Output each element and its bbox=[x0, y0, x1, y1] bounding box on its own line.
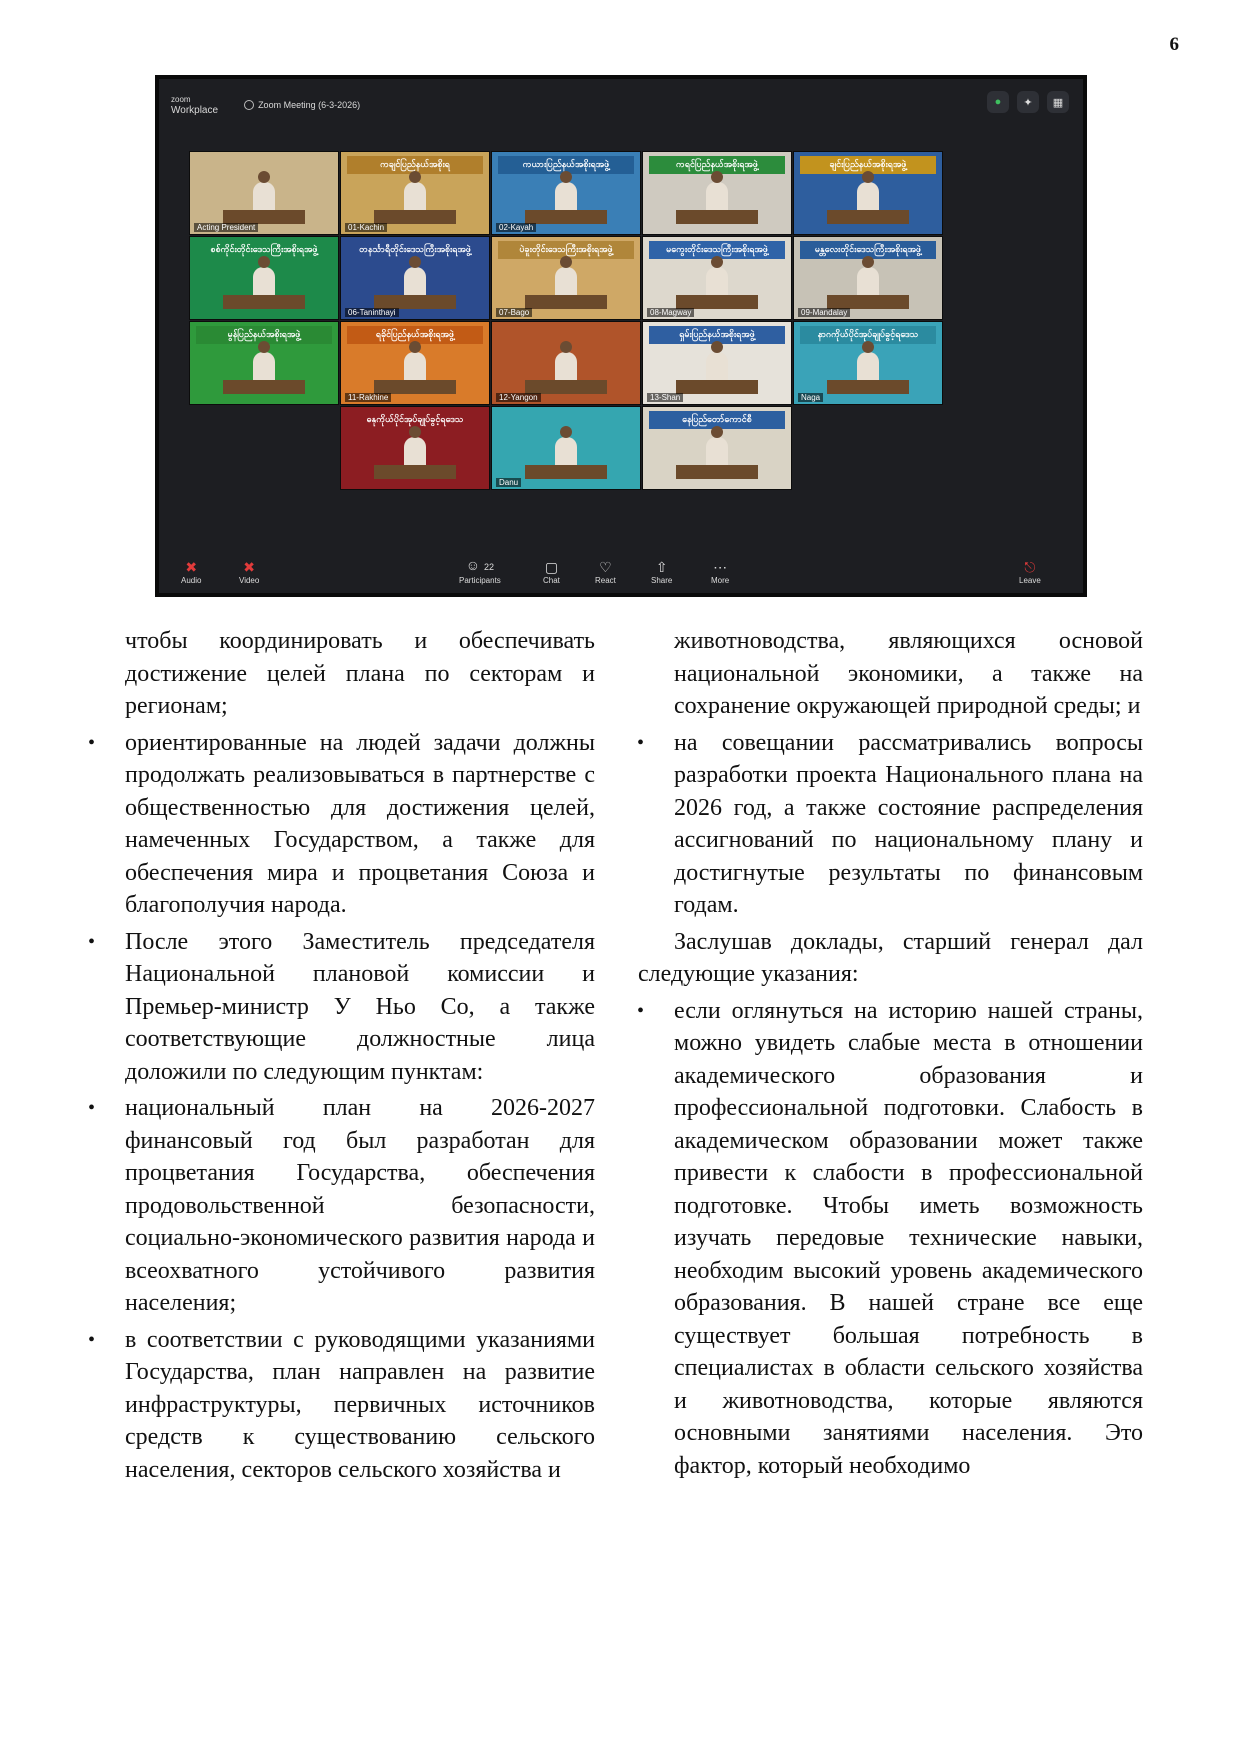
leave-button bbox=[1019, 558, 1041, 585]
tile-name-tag: Acting President bbox=[194, 223, 258, 232]
more-icon: ⋯ bbox=[713, 559, 728, 575]
video-tile bbox=[793, 151, 943, 235]
participants-icon: ☺ 22 bbox=[465, 557, 494, 573]
desk bbox=[223, 295, 306, 309]
left-bullet bbox=[88, 1092, 595, 1320]
desk bbox=[223, 210, 306, 224]
tile-banner: မွန်ပြည်နယ်အစိုးရအဖွဲ့ bbox=[196, 326, 332, 344]
react-button bbox=[595, 558, 616, 585]
video-tile bbox=[491, 236, 641, 320]
share-label: Share bbox=[651, 576, 673, 585]
zoom-logo bbox=[171, 94, 218, 116]
meeting-toolbar bbox=[159, 545, 1083, 593]
participant-figure bbox=[857, 352, 879, 382]
tile-banner: ကချင်ပြည်နယ်အစိုးရ bbox=[347, 156, 483, 174]
left-bullet bbox=[88, 727, 595, 922]
right-continuation: животноводства, являющихся основой национальной экономики, а также на сохранение окружающей природной среды; и bbox=[674, 628, 1143, 719]
desk bbox=[827, 380, 910, 394]
desk bbox=[374, 380, 457, 394]
bullet-icon: • bbox=[88, 731, 96, 754]
desk bbox=[374, 210, 457, 224]
video-tile bbox=[189, 151, 339, 235]
participant-figure bbox=[706, 437, 728, 467]
tile-banner: မကွေးတိုင်းဒေသကြီးအစိုးရအဖွဲ့ bbox=[649, 241, 785, 259]
react-label: React bbox=[595, 576, 616, 585]
tile-name-tag: Danu bbox=[496, 478, 521, 487]
bullet-icon: • bbox=[88, 930, 96, 953]
zoom-title-bar bbox=[159, 79, 1083, 131]
audio-label: Audio bbox=[181, 576, 202, 585]
zoom-workplace-text: Workplace bbox=[171, 105, 219, 116]
heart-icon: ♡ bbox=[599, 559, 612, 575]
tile-banner: ချင်းပြည်နယ်အစိုးရအဖွဲ့ bbox=[800, 156, 936, 174]
tile-banner: တနင်္သာရီတိုင်းဒေသကြီးအစိုးရအဖွဲ့ bbox=[347, 241, 483, 259]
tile-name-tag: 09-Mandalay bbox=[798, 308, 850, 317]
participants-button bbox=[459, 556, 501, 585]
tile-banner: ကရင်ပြည်နယ်အစိုးရအဖွဲ့ bbox=[649, 156, 785, 174]
meeting-title-text: Zoom Meeting (6-3-2026) bbox=[258, 100, 361, 110]
left-bullet-text: ориентированные на людей задачи должны продолжать реализовываться в партнерстве с общественностью для достижения целей, намеченных Государством, а также для обеспечения мира и процветания Союза и благополучия народа. bbox=[125, 729, 595, 918]
tile-banner: ပဲခူးတိုင်းဒေသကြီးအစိုးရအဖွဲ့ bbox=[498, 241, 634, 259]
zoom-meeting-photo bbox=[155, 75, 1087, 597]
desk bbox=[374, 295, 457, 309]
video-tile bbox=[491, 406, 641, 490]
share-button bbox=[651, 558, 672, 585]
zoom-logo-text: zoom bbox=[171, 95, 191, 104]
participant-count: 22 bbox=[483, 562, 494, 572]
participant-figure bbox=[706, 267, 728, 297]
meeting-title bbox=[244, 100, 360, 110]
left-continuation: чтобы координировать и обеспечивать достижение целей плана по секторам и регионам; bbox=[125, 628, 595, 719]
right-bullet-text: если оглянуться на историю нашей страны, можно увидеть слабые места в отношении академического образования и профессиональной подготовки. Слабость в академическом образовании может также привести к слабости в профессиональной подготовке. Чтобы иметь возможность изучать передовые технические навыки, необходим высокий уровень академического образования. В нашей стране все еще существует большая потребность в специалистах в области сельского хозяйства и животноводства, которые являются основными занятиями населения. Это фактор, который необходимо bbox=[674, 997, 1143, 1479]
bullet-icon: • bbox=[637, 999, 645, 1022]
video-button bbox=[239, 558, 259, 585]
video-label: Video bbox=[239, 576, 260, 585]
tile-name-tag: 08-Magway bbox=[647, 308, 694, 317]
participant-figure bbox=[555, 437, 577, 467]
participant-figure bbox=[857, 267, 879, 297]
video-tile bbox=[189, 321, 339, 405]
desk bbox=[223, 380, 306, 394]
tile-banner: ကယားပြည်နယ်အစိုးရအဖွဲ့ bbox=[498, 156, 634, 174]
video-tile bbox=[642, 321, 792, 405]
chat-button bbox=[543, 558, 560, 585]
desk bbox=[676, 465, 759, 479]
tile-name-tag: Naga bbox=[798, 393, 823, 402]
desk bbox=[676, 210, 759, 224]
participant-figure bbox=[706, 182, 728, 212]
left-bullet-text: в соответствии с руководящими указаниями Государства, план направлен на развитие инфраструктуры, первичных источников средств к существованию сельского населения, секторов сельского хозяйства и bbox=[125, 1326, 595, 1483]
leave-icon: ⎋ bbox=[1024, 559, 1036, 575]
participant-figure bbox=[706, 352, 728, 382]
participant-figure bbox=[555, 267, 577, 297]
desk bbox=[525, 380, 608, 394]
bullet-icon: • bbox=[637, 731, 645, 754]
desk bbox=[525, 210, 608, 224]
video-tile bbox=[340, 406, 490, 490]
camera-off-icon: ✖ bbox=[243, 559, 256, 575]
tile-banner: နေပြည်တော်ကောင်စီ bbox=[649, 411, 785, 429]
participant-figure bbox=[253, 182, 275, 212]
participant-figure bbox=[555, 182, 577, 212]
participant-figure bbox=[555, 352, 577, 382]
left-bullet-text: После этого Заместитель председателя Национальной плановой комиссии и Премьер-министр У Ньо Со, а также соответствующие должностные лица доложили по следующим пунктам: bbox=[125, 928, 595, 1085]
leave-label: Leave bbox=[1019, 576, 1041, 585]
video-tile bbox=[642, 406, 792, 490]
right-paragraph: Заслушав доклады, старший генерал дал следующие указания: bbox=[638, 928, 1143, 987]
right-bullet bbox=[637, 727, 1143, 922]
participants-label: Participants bbox=[459, 576, 501, 585]
share-icon: ⇧ bbox=[655, 559, 668, 575]
grid-view-icon: ▦ bbox=[1047, 91, 1069, 113]
desk bbox=[676, 295, 759, 309]
tile-banner: ရှမ်းပြည်နယ်အစိုးရအဖွဲ့ bbox=[649, 326, 785, 344]
more-label: More bbox=[711, 576, 730, 585]
video-tile bbox=[491, 321, 641, 405]
video-tile bbox=[642, 236, 792, 320]
bullet-icon: • bbox=[88, 1097, 96, 1119]
right-bullet bbox=[637, 995, 1143, 1483]
tile-banner: စစ်ကိုင်းတိုင်းဒေသကြီးအစိုးရအဖွဲ့ bbox=[196, 241, 332, 259]
desk bbox=[676, 380, 759, 394]
shield-icon: ● bbox=[987, 91, 1009, 113]
sparkle-icon: ✦ bbox=[1017, 91, 1039, 113]
tile-name-tag: 13-Shan bbox=[647, 393, 683, 402]
video-tile bbox=[340, 236, 490, 320]
chat-label: Chat bbox=[543, 576, 560, 585]
desk bbox=[827, 295, 910, 309]
video-tile bbox=[340, 321, 490, 405]
left-column bbox=[88, 625, 595, 1490]
audio-button bbox=[181, 558, 201, 585]
participant-figure bbox=[404, 267, 426, 297]
video-tile bbox=[491, 151, 641, 235]
tile-name-tag: 06-Taninthayi bbox=[345, 308, 399, 317]
info-icon bbox=[244, 100, 254, 110]
video-tile bbox=[642, 151, 792, 235]
mic-muted-icon: ✖ bbox=[185, 559, 198, 575]
tile-name-tag: 02-Kayah bbox=[496, 223, 536, 232]
left-bullet bbox=[88, 1324, 595, 1487]
bullet-icon: • bbox=[88, 1328, 96, 1351]
chat-icon: ▢ bbox=[544, 559, 559, 575]
participant-figure bbox=[404, 352, 426, 382]
desk bbox=[525, 465, 608, 479]
desk bbox=[374, 465, 457, 479]
top-right-controls bbox=[987, 91, 1069, 113]
video-tile bbox=[793, 321, 943, 405]
more-button bbox=[711, 558, 729, 585]
desk bbox=[827, 210, 910, 224]
tile-name-tag: 12-Yangon bbox=[496, 393, 541, 402]
tile-name-tag: 11-Rakhine bbox=[345, 393, 391, 402]
participant-figure bbox=[404, 437, 426, 467]
desk bbox=[525, 295, 608, 309]
right-column bbox=[638, 625, 1143, 1486]
participant-figure bbox=[253, 352, 275, 382]
video-tile bbox=[189, 236, 339, 320]
page-number: 6 bbox=[1169, 34, 1179, 55]
tile-name-tag: 01-Kachin bbox=[345, 223, 387, 232]
participant-figure bbox=[253, 267, 275, 297]
participant-figure bbox=[404, 182, 426, 212]
left-bullet-text: национальный план на 2026-2027 финансовый год был разработан для процветания Государства, обеспечения продовольственной безопасности, социально-экономического развития народа и всеохватного устойчивого развития населения; bbox=[125, 1095, 595, 1316]
left-bullet bbox=[88, 926, 595, 1089]
tile-banner: ဓနုကိုယ်ပိုင်အုပ်ချုပ်ခွင့်ရဒေသ bbox=[347, 411, 483, 429]
video-tile bbox=[793, 236, 943, 320]
tile-name-tag: 07-Bago bbox=[496, 308, 532, 317]
tile-banner: နာဂကိုယ်ပိုင်အုပ်ချုပ်ခွင့်ရဒေသ bbox=[800, 326, 936, 344]
tile-banner: မန္တလေးတိုင်းဒေသကြီးအစိုးရအဖွဲ့ bbox=[800, 241, 936, 259]
right-bullet-text: на совещании рассматривались вопросы разработки проекта Национального плана на 2026 год, а также состояние распределения ассигнований по национальному плану и достигнутые результаты по финансовым годам. bbox=[674, 729, 1143, 918]
tile-banner: ရခိုင်ပြည်နယ်အစိုးရအဖွဲ့ bbox=[347, 326, 483, 344]
participant-figure bbox=[857, 182, 879, 212]
video-tile bbox=[340, 151, 490, 235]
